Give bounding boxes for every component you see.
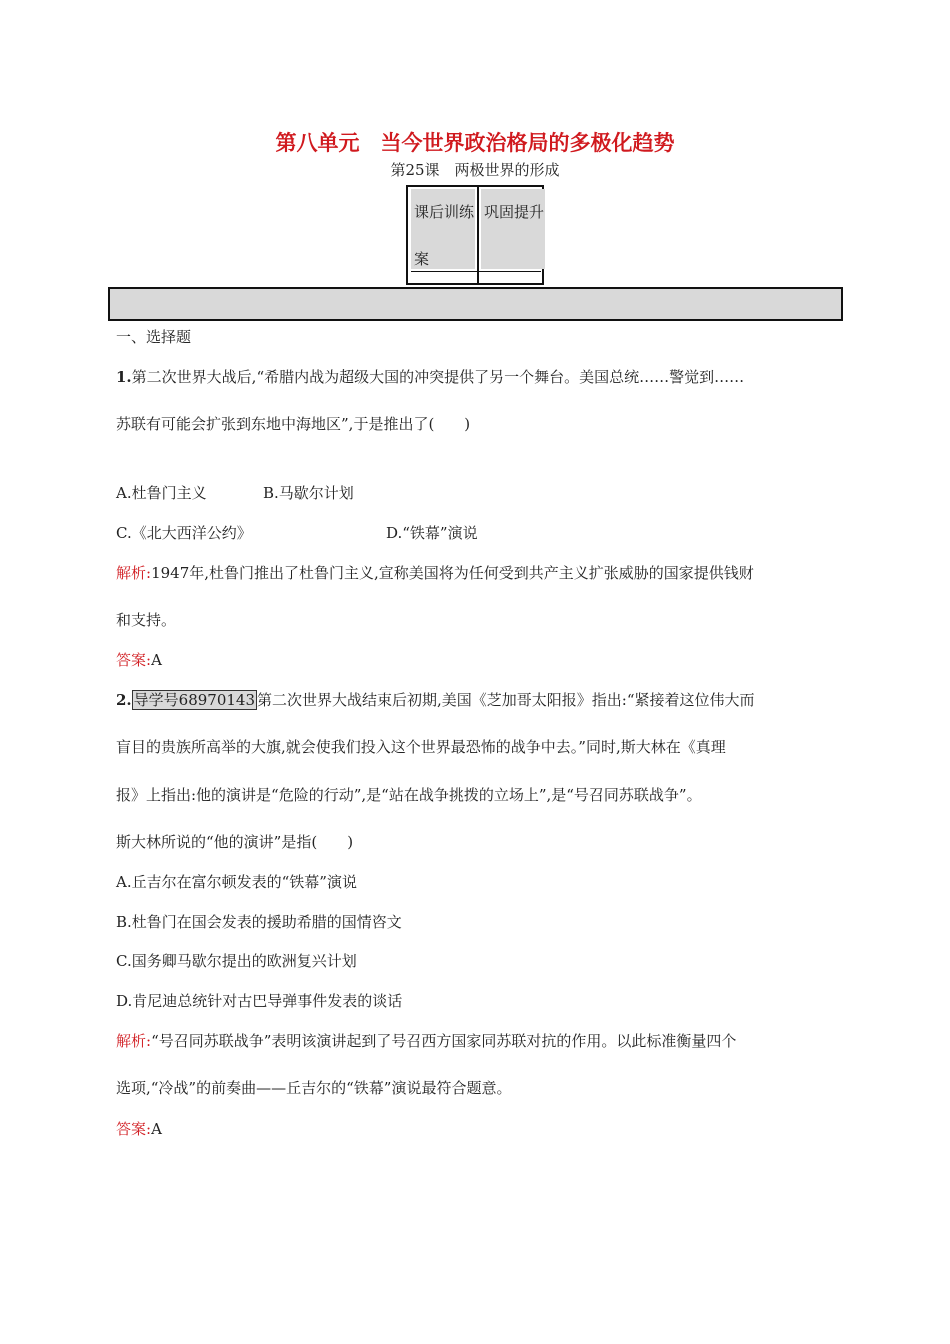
tag-separator xyxy=(477,187,479,283)
q2-option-c: C.国务卿马歇尔提出的欧洲复兴计划 xyxy=(116,952,357,970)
q1-option-c: C.《北大西洋公约》 xyxy=(116,524,252,542)
section-heading: 一、选择题 xyxy=(116,328,192,346)
header-band xyxy=(108,287,843,321)
q1-analysis-line2: 和支持。 xyxy=(116,611,177,629)
q2-analysis-label: 解析: xyxy=(116,1032,152,1050)
q2-stem-text1: 第二次世界大战结束后初期,美国《芝加哥太阳报》指出:“紧接着这位伟大而 xyxy=(257,691,755,709)
q1-answer-label: 答案: xyxy=(116,651,152,669)
q1-answer xyxy=(116,649,162,670)
q2-answer-value: A xyxy=(151,1120,162,1138)
q2-option-d: D.肯尼迪总统针对古巴导弹事件发表的谈话 xyxy=(116,992,403,1010)
q2-stem-line2: 盲目的贵族所高举的大旗,就会使我们投入这个世界最恐怖的战争中去。”同时,斯大林在《真理 xyxy=(116,738,726,756)
q2-stem-line4: 斯大林所说的“他的演讲”是指( ) xyxy=(116,833,354,851)
q1-stem-line1 xyxy=(116,366,744,387)
q2-answer-label: 答案: xyxy=(116,1120,152,1138)
q2-number: 2. xyxy=(116,691,132,709)
q2-stem-line1 xyxy=(116,689,755,710)
q1-number: 1. xyxy=(116,368,132,386)
q1-analysis-text1: 1947年,杜鲁门推出了杜鲁门主义,宣称美国将为任何受到共产主义扩张威胁的国家提供钱财 xyxy=(151,564,754,582)
unit-title: 第八单元 当今世界政治格局的多极化趋势 xyxy=(275,131,675,155)
tag-cell-consolidate: 巩固提升 xyxy=(481,189,545,269)
q1-option-b: B.马歇尔计划 xyxy=(263,484,354,502)
q1-option-d: D.“铁幕”演说 xyxy=(386,524,478,542)
q1-option-a: A.杜鲁门主义 xyxy=(116,484,207,502)
q2-analysis-text1: “号召同苏联战争”表明该演讲起到了号召西方国家同苏联对抗的作用。以此标准衡量四个 xyxy=(151,1032,737,1050)
lesson-tag-box xyxy=(406,185,544,285)
q2-answer xyxy=(116,1118,162,1139)
q2-stem-line3: 报》上指出:他的演讲是“危险的行动”,是“站在战争挑拨的立场上”,是“号召同苏联战争”。 xyxy=(116,786,702,804)
q2-analysis-line1 xyxy=(116,1030,736,1051)
q2-option-b: B.杜鲁门在国会发表的援助希腊的国情咨文 xyxy=(116,913,402,931)
lesson-title: 第25课 两极世界的形成 xyxy=(390,161,560,179)
tag-underline xyxy=(411,271,541,272)
tag-cell-practice: 课后训练案 xyxy=(411,189,475,269)
q2-guide-tag[interactable]: 导学号68970143 xyxy=(133,691,256,709)
q1-analysis-line1 xyxy=(116,562,754,583)
q1-answer-value: A xyxy=(151,651,162,669)
q2-option-a: A.丘吉尔在富尔顿发表的“铁幕”演说 xyxy=(116,873,357,891)
q1-stem-text1: 第二次世界大战后,“希腊内战为超级大国的冲突提供了另一个舞台。美国总统……警觉到…… xyxy=(131,368,745,386)
q2-analysis-line2: 选项,“冷战”的前奏曲——丘吉尔的“铁幕”演说最符合题意。 xyxy=(116,1079,512,1097)
q1-analysis-label: 解析: xyxy=(116,564,152,582)
q1-stem-line2: 苏联有可能会扩张到东地中海地区”,于是推出了( ) xyxy=(116,415,471,433)
